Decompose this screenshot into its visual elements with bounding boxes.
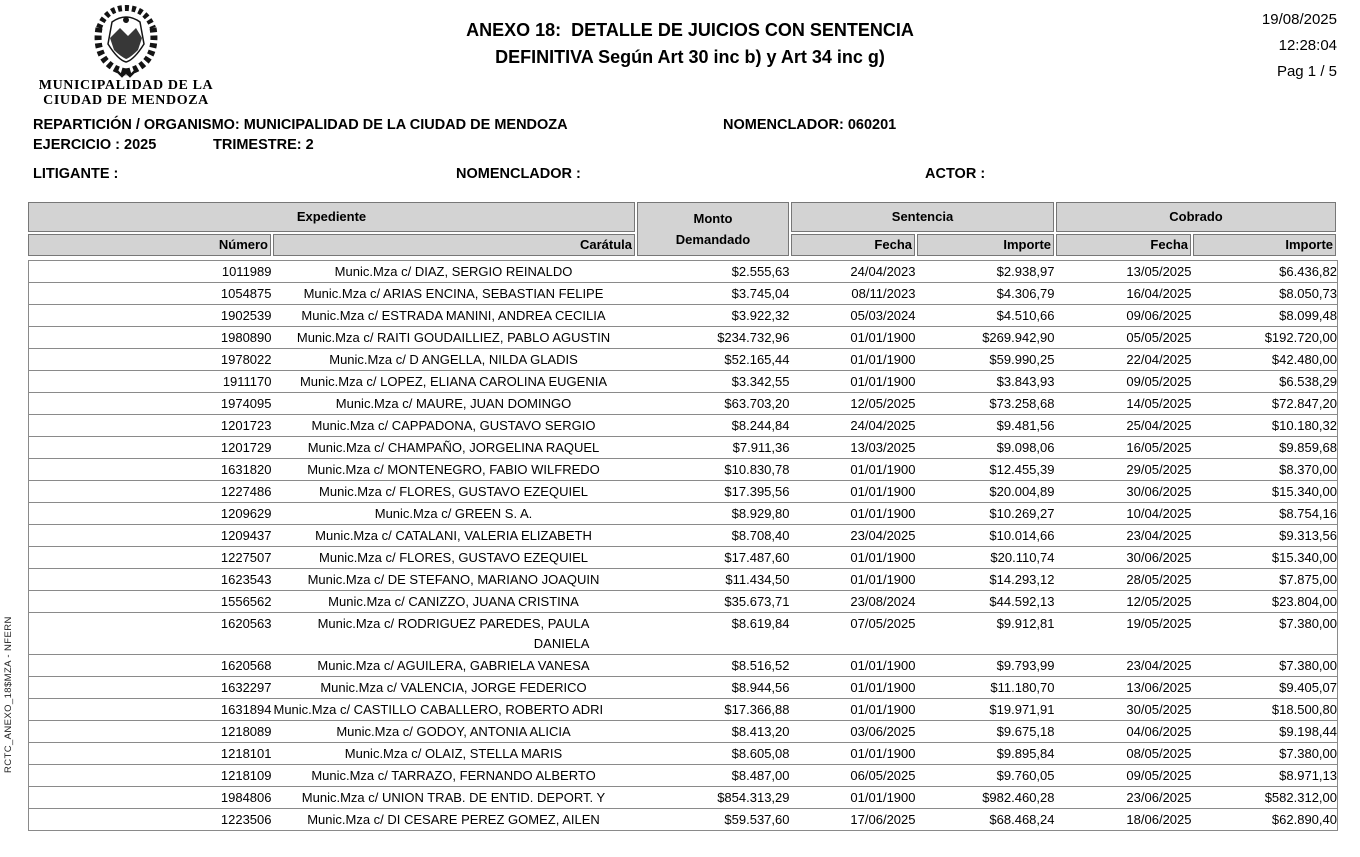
cell-caratula: Munic.Mza c/ ESTRADA MANINI, ANDREA CECILIA (301, 308, 606, 323)
cell-sentencia-fecha: 07/05/2025 (850, 616, 916, 631)
cell-caratula: Munic.Mza c/ CATALANI, VALERIA ELIZABETH (315, 528, 592, 543)
cell-cobrado-fecha: 29/05/2025 (1126, 462, 1192, 477)
table-row (29, 415, 1338, 437)
cell-caratula: Munic.Mza c/ FLORES, GUSTAVO EZEQUIEL (319, 484, 588, 499)
cell-sentencia-fecha: 12/05/2025 (850, 396, 916, 411)
cell-sentencia-fecha: 01/01/1900 (850, 746, 916, 761)
cell-numero: 1974095 (220, 396, 272, 411)
table-row (29, 327, 1338, 349)
cell-cobrado-fecha: 23/04/2025 (1126, 528, 1192, 543)
cell-monto-demandado: $8.516,52 (731, 658, 790, 673)
cell-sentencia-importe: $10.014,66 (989, 528, 1055, 543)
cell-numero: 1218101 (220, 746, 272, 761)
nomenclador-label: NOMENCLADOR: (723, 117, 844, 133)
cell-sentencia-fecha: 01/01/1900 (850, 658, 916, 673)
table-row (29, 699, 1338, 721)
cell-monto-demandado: $52.165,44 (724, 352, 790, 367)
table-row (29, 721, 1338, 743)
cell-cobrado-importe: $15.340,00 (1271, 484, 1337, 499)
cell-monto-demandado: $17.366,88 (724, 702, 790, 717)
cell-caratula: Munic.Mza c/ OLAIZ, STELLA MARIS (344, 746, 563, 761)
cell-cobrado-fecha: 19/05/2025 (1126, 616, 1192, 631)
cell-cobrado-importe: $7.380,00 (1279, 616, 1337, 631)
table-row (29, 261, 1338, 283)
cell-cobrado-importe: $8.971,13 (1279, 768, 1337, 783)
cell-sentencia-importe: $2.938,97 (996, 264, 1055, 279)
reparticion-label: REPARTICIÓN / ORGANISMO: (33, 117, 240, 133)
cell-caratula: Munic.Mza c/ DIAZ, SERGIO REINALDO (334, 264, 573, 279)
cell-cobrado-importe: $9.405,07 (1279, 680, 1337, 695)
cell-caratula: Munic.Mza c/ CASTILLO CABALLERO, ROBERTO ADRI (273, 702, 604, 717)
cell-monto-demandado: $10.830,78 (724, 462, 790, 477)
org-name-line1: MUNICIPALIDAD DE LA (38, 78, 214, 93)
cell-cobrado-importe: $18.500,80 (1271, 702, 1337, 717)
cell-cobrado-fecha: 16/04/2025 (1126, 286, 1192, 301)
actor-label: ACTOR : (925, 166, 986, 182)
cell-numero: 1209629 (220, 506, 272, 521)
cell-sentencia-fecha: 06/05/2025 (850, 768, 916, 783)
cell-numero: 1201729 (220, 440, 272, 455)
cell-monto-demandado: $11.434,50 (725, 572, 790, 587)
cell-sentencia-importe: $12.455,39 (989, 462, 1055, 477)
cell-numero: 1631894 (220, 702, 272, 717)
reparticion-value: MUNICIPALIDAD DE LA CIUDAD DE MENDOZA (243, 117, 568, 133)
cell-cobrado-fecha: 09/06/2025 (1126, 308, 1192, 323)
cell-monto-demandado: $2.555,63 (731, 264, 790, 279)
cell-cobrado-importe: $23.804,00 (1271, 594, 1337, 609)
cell-sentencia-importe: $4.306,79 (996, 286, 1055, 301)
column-header-cobrado-fecha: Fecha (1056, 234, 1191, 256)
table-row (29, 743, 1338, 765)
logo-block (20, 4, 232, 108)
cell-monto-demandado: $3.922,32 (731, 308, 790, 323)
cell-cobrado-importe: $8.754,16 (1279, 506, 1337, 521)
report-title-line2: DEFINITIVA Según Art 30 inc b) y Art 34 inc g) (495, 47, 885, 67)
cell-cobrado-importe: $6.436,82 (1279, 264, 1337, 279)
cell-caratula: Munic.Mza c/ VALENCIA, JORGE FEDERICO (320, 680, 587, 695)
cell-sentencia-importe: $9.912,81 (996, 616, 1055, 631)
cell-numero: 1011989 (221, 264, 272, 279)
cell-caratula: Munic.Mza c/ DI CESARE PEREZ GOMEZ, AILEN (307, 812, 600, 827)
cell-numero: 1620563 (220, 616, 272, 631)
cell-sentencia-fecha: 03/06/2025 (850, 724, 916, 739)
table-row (29, 393, 1338, 415)
cell-cobrado-importe: $10.180,32 (1271, 418, 1337, 433)
cell-cobrado-importe: $7.380,00 (1279, 658, 1337, 673)
column-header-cobrado: Cobrado (1056, 202, 1336, 232)
table-row (29, 503, 1338, 525)
cell-sentencia-importe: $9.895,84 (996, 746, 1055, 761)
cell-cobrado-importe: $7.875,00 (1279, 572, 1337, 587)
cell-numero: 1218089 (220, 724, 272, 739)
cell-cobrado-importe: $42.480,00 (1271, 352, 1337, 367)
cell-caratula: Munic.Mza c/ RODRIGUEZ PAREDES, PAULA DANIELA (317, 616, 590, 651)
cell-caratula: Munic.Mza c/ LOPEZ, ELIANA CAROLINA EUGENIA (299, 374, 608, 389)
cell-monto-demandado: $8.244,84 (731, 418, 790, 433)
cell-sentencia-importe: $14.293,12 (989, 572, 1055, 587)
cell-caratula: Munic.Mza c/ DE STEFANO, MARIANO JOAQUIN (307, 572, 600, 587)
litigante-label: LITIGANTE : (33, 166, 119, 182)
cell-monto-demandado: $8.487,00 (731, 768, 790, 783)
cell-caratula: Munic.Mza c/ UNION TRAB. DE ENTID. DEPORT. Y (301, 790, 606, 805)
cell-sentencia-importe: $9.098,06 (996, 440, 1055, 455)
cell-sentencia-importe: $73.258,68 (989, 396, 1055, 411)
table-row (29, 569, 1338, 591)
cell-sentencia-importe: $68.468,24 (989, 812, 1055, 827)
cell-cobrado-fecha: 30/06/2025 (1126, 550, 1192, 565)
cell-monto-demandado: $3.745,04 (731, 286, 790, 301)
cell-cobrado-fecha: 25/04/2025 (1126, 418, 1192, 433)
cell-numero: 1902539 (220, 308, 272, 323)
cell-cobrado-importe: $8.370,00 (1279, 462, 1337, 477)
table-row (29, 591, 1338, 613)
nomenclador-filter-label: NOMENCLADOR : (456, 166, 581, 182)
cell-cobrado-fecha: 30/05/2025 (1126, 702, 1192, 717)
cell-sentencia-importe: $9.793,99 (996, 658, 1055, 673)
table-row (29, 547, 1338, 569)
cell-sentencia-fecha: 01/01/1900 (850, 374, 916, 389)
cell-sentencia-fecha: 24/04/2025 (850, 418, 916, 433)
cell-monto-demandado: $8.929,80 (731, 506, 790, 521)
cell-sentencia-fecha: 24/04/2023 (850, 264, 916, 279)
cell-monto-demandado: $8.413,20 (731, 724, 790, 739)
cell-monto-demandado: $7.911,36 (732, 440, 790, 455)
cell-monto-demandado: $234.732,96 (717, 330, 790, 345)
org-name-line2: CIUDAD DE MENDOZA (43, 93, 209, 108)
cell-sentencia-importe: $19.971,91 (989, 702, 1055, 717)
table-body (29, 261, 1338, 831)
cell-sentencia-fecha: 23/04/2025 (850, 528, 916, 543)
column-header-cobrado-importe: Importe (1193, 234, 1336, 256)
cell-cobrado-importe: $62.890,40 (1271, 812, 1337, 827)
cell-caratula: Munic.Mza c/ ARIAS ENCINA, SEBASTIAN FELIPE (303, 286, 604, 301)
cell-sentencia-importe: $59.990,25 (989, 352, 1055, 367)
ejercicio-label: EJERCICIO : 2025 (33, 137, 157, 153)
cell-monto-demandado: $35.673,71 (724, 594, 790, 609)
cell-sentencia-importe: $9.481,56 (996, 418, 1055, 433)
cell-caratula: Munic.Mza c/ CANIZZO, JUANA CRISTINA (328, 594, 579, 609)
cell-numero: 1980890 (220, 330, 272, 345)
table-row (29, 787, 1338, 809)
cell-caratula: Munic.Mza c/ RAITI GOUDAILLIEZ, PABLO AGUSTIN (296, 330, 611, 345)
print-date: 19/08/2025 (1261, 11, 1337, 28)
cell-sentencia-importe: $9.760,05 (996, 768, 1055, 783)
column-header-numero: Número (28, 234, 271, 256)
cell-monto-demandado: $8.944,56 (731, 680, 790, 695)
cell-sentencia-fecha: 23/08/2024 (850, 594, 916, 609)
nomenclador-line (723, 117, 896, 133)
cell-sentencia-importe: $20.004,89 (989, 484, 1055, 499)
table-row (29, 677, 1338, 699)
cell-cobrado-fecha: 12/05/2025 (1126, 594, 1192, 609)
cell-cobrado-fecha: 16/05/2025 (1126, 440, 1192, 455)
cell-numero: 1227507 (220, 550, 272, 565)
table-row (29, 525, 1338, 547)
cell-sentencia-importe: $982.460,28 (982, 790, 1055, 805)
cell-numero: 1218109 (220, 768, 272, 783)
cell-cobrado-importe: $192.720,00 (1264, 330, 1337, 345)
cell-sentencia-fecha: 01/01/1900 (850, 462, 916, 477)
table-row (29, 305, 1338, 327)
cell-cobrado-fecha: 14/05/2025 (1126, 396, 1192, 411)
cell-numero: 1227486 (220, 484, 272, 499)
cell-caratula: Munic.Mza c/ GREEN S. A. (374, 506, 533, 521)
cell-cobrado-fecha: 09/05/2025 (1126, 768, 1192, 783)
table-row (29, 459, 1338, 481)
cell-sentencia-fecha: 08/11/2023 (851, 286, 916, 301)
cell-sentencia-importe: $20.110,74 (990, 550, 1055, 565)
cell-sentencia-fecha: 01/01/1900 (850, 550, 916, 565)
juicios-table (28, 260, 1338, 831)
cell-sentencia-importe: $9.675,18 (996, 724, 1055, 739)
column-header-caratula: Carátula (273, 234, 635, 256)
column-header-sentencia: Sentencia (791, 202, 1054, 232)
cell-sentencia-fecha: 17/06/2025 (850, 812, 916, 827)
cell-monto-demandado: $8.605,08 (731, 746, 790, 761)
print-time: 12:28:04 (1278, 37, 1337, 54)
table-row (29, 437, 1338, 459)
report-code-vertical: RCTC_ANEXO_18$MZA - NFERN (3, 616, 14, 774)
cell-sentencia-fecha: 05/03/2024 (850, 308, 916, 323)
column-header-monto-demandado (637, 202, 789, 256)
cell-caratula: Munic.Mza c/ TARRAZO, FERNANDO ALBERTO (311, 768, 596, 783)
cell-numero: 1978022 (220, 352, 272, 367)
table-row (29, 765, 1338, 787)
cell-cobrado-importe: $7.380,00 (1279, 746, 1337, 761)
cell-sentencia-fecha: 01/01/1900 (850, 790, 916, 805)
cell-numero: 1911170 (222, 374, 272, 389)
column-header-expediente: Expediente (28, 202, 635, 232)
cell-sentencia-fecha: 01/01/1900 (850, 572, 916, 587)
cell-numero: 1632297 (220, 680, 272, 695)
column-header-sentencia-fecha: Fecha (791, 234, 915, 256)
cell-monto-demandado: $17.395,56 (724, 484, 790, 499)
cell-monto-demandado: $63.703,20 (724, 396, 790, 411)
cell-monto-demandado: $3.342,55 (731, 374, 790, 389)
column-header-sentencia-importe: Importe (917, 234, 1054, 256)
cell-caratula: Munic.Mza c/ MONTENEGRO, FABIO WILFREDO (307, 462, 600, 477)
table-row (29, 481, 1338, 503)
report-title-line1: ANEXO 18: DETALLE DE JUICIOS CON SENTENCIA (466, 20, 914, 40)
reparticion-line (33, 117, 568, 133)
cell-cobrado-importe: $9.859,68 (1279, 440, 1337, 455)
cell-numero: 1054875 (220, 286, 272, 301)
cell-caratula: Munic.Mza c/ AGUILERA, GABRIELA VANESA (317, 658, 590, 673)
cell-cobrado-fecha: 23/04/2025 (1126, 658, 1192, 673)
page-indicator: Pag 1 / 5 (1276, 63, 1337, 80)
cell-numero: 1556562 (220, 594, 272, 609)
nomenclador-value: 060201 (847, 117, 897, 133)
cell-caratula: Munic.Mza c/ FLORES, GUSTAVO EZEQUIEL (319, 550, 588, 565)
cell-numero: 1223506 (220, 812, 272, 827)
print-meta (1262, 7, 1337, 85)
cell-sentencia-importe: $269.942,90 (982, 330, 1055, 345)
cell-cobrado-fecha: 10/04/2025 (1126, 506, 1192, 521)
cell-numero: 1984806 (220, 790, 272, 805)
cell-monto-demandado: $8.708,40 (731, 528, 790, 543)
cell-cobrado-importe: $15.340,00 (1271, 550, 1337, 565)
cell-cobrado-importe: $9.198,44 (1279, 724, 1337, 739)
cell-numero: 1209437 (220, 528, 272, 543)
cell-numero: 1623543 (220, 572, 272, 587)
cell-cobrado-fecha: 13/06/2025 (1126, 680, 1192, 695)
cell-cobrado-importe: $6.538,29 (1279, 374, 1337, 389)
cell-numero: 1631820 (220, 462, 272, 477)
cell-cobrado-importe: $72.847,20 (1271, 396, 1337, 411)
cell-cobrado-fecha: 18/06/2025 (1126, 812, 1192, 827)
cell-cobrado-importe: $8.099,48 (1279, 308, 1337, 323)
cell-sentencia-importe: $10.269,27 (989, 506, 1055, 521)
cell-caratula: Munic.Mza c/ D ANGELLA, NILDA GLADIS (329, 352, 578, 367)
cell-monto-demandado: $8.619,84 (731, 616, 790, 631)
cell-sentencia-importe: $4.510,66 (996, 308, 1055, 323)
table-row (29, 809, 1338, 831)
cell-cobrado-importe: $8.050,73 (1279, 286, 1337, 301)
cell-sentencia-fecha: 01/01/1900 (850, 352, 916, 367)
cell-caratula: Munic.Mza c/ MAURE, JUAN DOMINGO (335, 396, 572, 411)
table-row (29, 655, 1338, 677)
cell-cobrado-importe: $9.313,56 (1279, 528, 1337, 543)
cell-caratula: Munic.Mza c/ GODOY, ANTONIA ALICIA (336, 724, 571, 739)
report-title (340, 17, 1040, 71)
cell-sentencia-fecha: 01/01/1900 (850, 702, 916, 717)
cell-sentencia-importe: $3.843,93 (996, 374, 1055, 389)
cell-numero: 1201723 (220, 418, 272, 433)
table-row (29, 613, 1338, 655)
cell-cobrado-fecha: 22/04/2025 (1126, 352, 1192, 367)
municipal-crest-logo (89, 4, 163, 78)
cell-sentencia-importe: $11.180,70 (990, 680, 1055, 695)
trimestre-label: TRIMESTRE: 2 (213, 137, 314, 153)
cell-monto-demandado: $17.487,60 (724, 550, 790, 565)
cell-cobrado-fecha: 28/05/2025 (1126, 572, 1192, 587)
cell-sentencia-fecha: 01/01/1900 (850, 680, 916, 695)
cell-cobrado-fecha: 23/06/2025 (1126, 790, 1192, 805)
cell-numero: 1620568 (220, 658, 272, 673)
cell-sentencia-fecha: 13/03/2025 (850, 440, 916, 455)
cell-caratula: Munic.Mza c/ CHAMPAÑO, JORGELINA RAQUEL (307, 440, 600, 455)
cell-cobrado-fecha: 05/05/2025 (1126, 330, 1192, 345)
table-row (29, 371, 1338, 393)
cell-cobrado-fecha: 30/06/2025 (1126, 484, 1192, 499)
table-row (29, 349, 1338, 371)
cell-cobrado-fecha: 04/06/2025 (1126, 724, 1192, 739)
cell-monto-demandado: $59.537,60 (724, 812, 790, 827)
cell-sentencia-fecha: 01/01/1900 (850, 484, 916, 499)
cell-cobrado-fecha: 09/05/2025 (1126, 374, 1192, 389)
cell-sentencia-importe: $44.592,13 (989, 594, 1055, 609)
cell-cobrado-fecha: 13/05/2025 (1126, 264, 1192, 279)
cell-cobrado-fecha: 08/05/2025 (1126, 746, 1192, 761)
cell-sentencia-fecha: 01/01/1900 (850, 330, 916, 345)
cell-caratula: Munic.Mza c/ CAPPADONA, GUSTAVO SERGIO (311, 418, 596, 433)
cell-cobrado-importe: $582.312,00 (1264, 790, 1337, 805)
cell-monto-demandado: $854.313,29 (717, 790, 790, 805)
column-header-monto-line2: Demandado (675, 232, 751, 247)
column-header-monto-line1: Monto (693, 211, 733, 226)
table-row (29, 283, 1338, 305)
cell-sentencia-fecha: 01/01/1900 (850, 506, 916, 521)
